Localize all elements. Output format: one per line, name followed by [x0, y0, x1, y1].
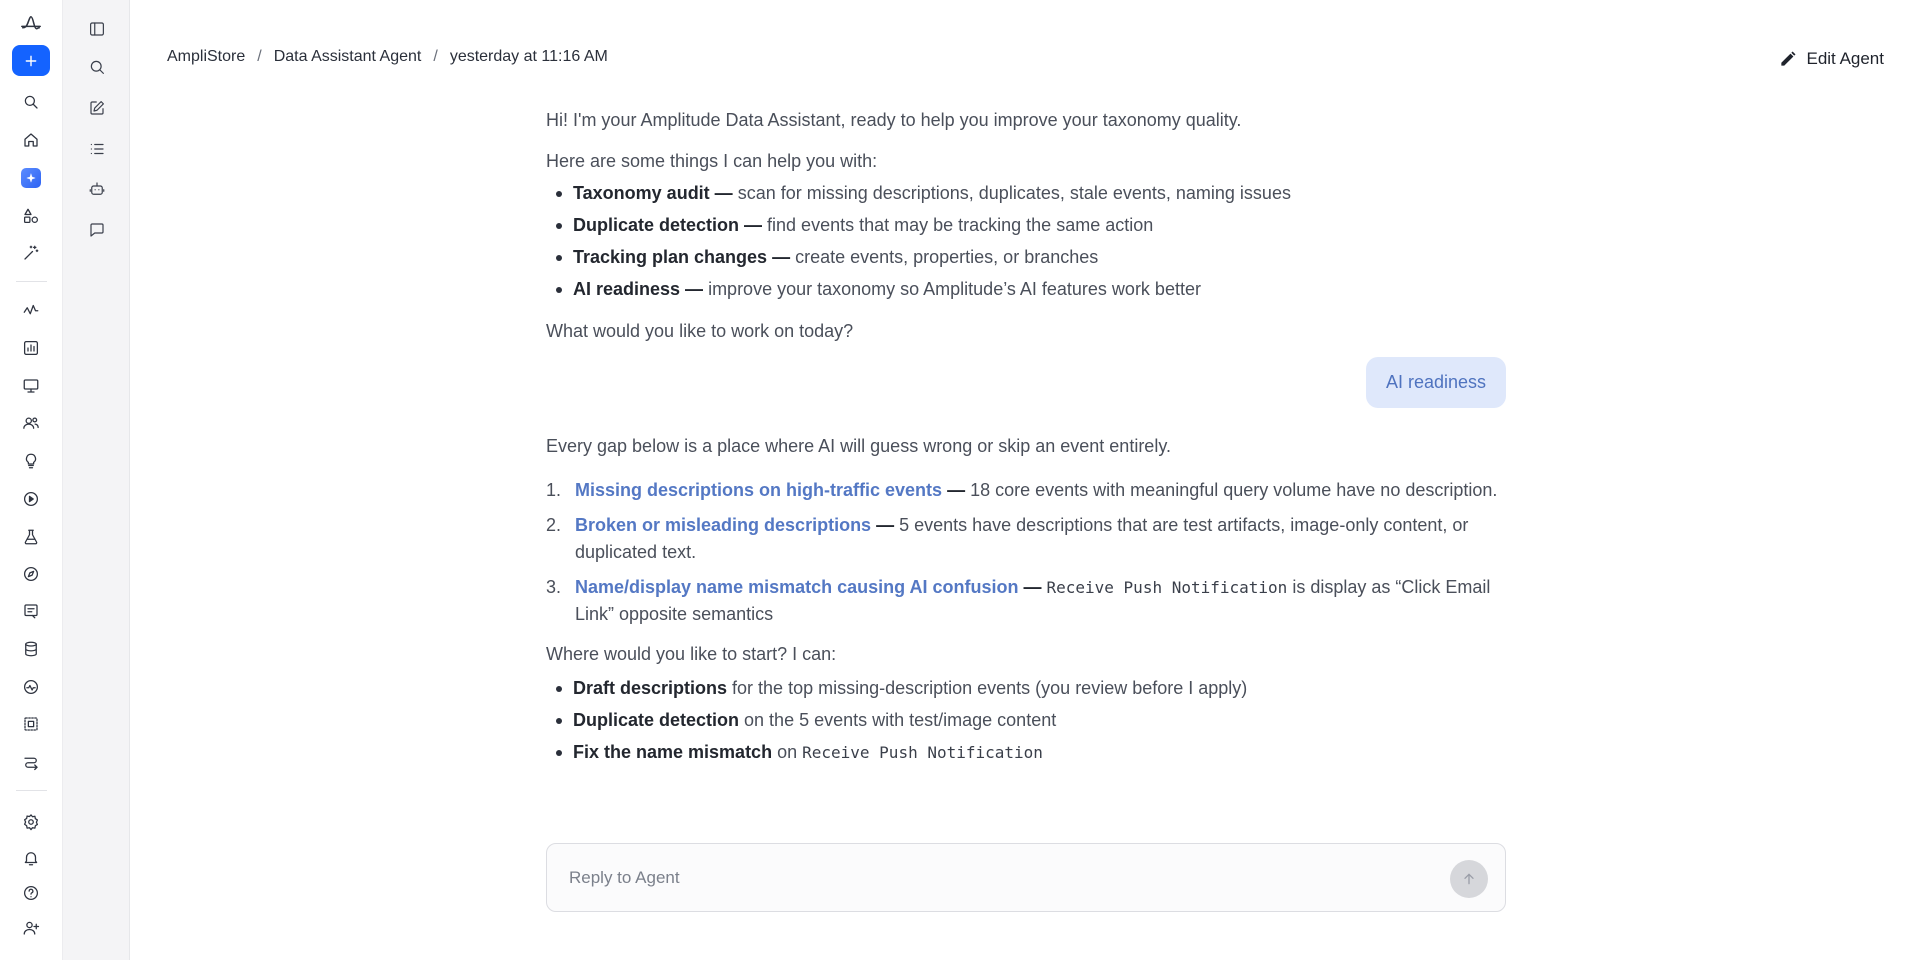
users-icon[interactable] — [15, 407, 47, 439]
list-item: 2. Broken or misleading descriptions — 5 events have descriptions that are test artifacts, image-only content, or duplicated text. — [546, 515, 1469, 562]
edit-agent-label: Edit Agent — [1806, 49, 1884, 68]
flow-icon[interactable] — [15, 746, 47, 778]
capabilities-list — [546, 181, 1506, 309]
home-icon[interactable] — [15, 124, 47, 156]
shapes-icon[interactable] — [15, 200, 47, 232]
arrow-up-icon — [1461, 871, 1477, 887]
list-item: Duplicate detection — find events that may be tracking the same action — [546, 213, 1506, 245]
agent-greeting: Hi! I'm your Amplitude Data Assistant, ready to help you improve your taxonomy quality. — [546, 110, 1242, 130]
analytics-icon[interactable] — [15, 294, 47, 326]
breadcrumb — [167, 48, 608, 66]
form-icon[interactable] — [15, 595, 47, 627]
edit-icon[interactable] — [81, 92, 113, 124]
add-user-icon[interactable] — [15, 912, 47, 944]
bell-icon[interactable] — [15, 842, 47, 874]
sidebar-toggle-icon[interactable] — [81, 13, 113, 45]
breadcrumb-separator: / — [433, 48, 438, 65]
gap-intro: Every gap below is a place where AI will guess wrong or skip an event entirely. — [546, 436, 1171, 456]
gear-icon[interactable] — [15, 806, 47, 838]
compass-icon[interactable] — [15, 558, 47, 590]
list-item: 3. Name/display name mismatch causing AI confusion — Receive Push Notification is display as “Click Email Link” opposite semantics — [546, 577, 1491, 624]
frame-icon[interactable] — [15, 708, 47, 740]
event-name-code: Receive Push Notification — [1046, 578, 1288, 597]
breadcrumb-timestamp: yesterday at 11:16 AM — [449, 48, 608, 65]
list-item: Draft descriptions for the top missing-description events (you review before I apply) — [546, 676, 1506, 708]
chart-icon[interactable] — [15, 332, 47, 364]
new-plus-button[interactable] — [12, 45, 50, 76]
list-item: Duplicate detection on the 5 events with test/image content — [546, 708, 1506, 740]
reply-composer — [546, 843, 1506, 912]
breadcrumb-workspace[interactable]: AmpliStore — [167, 48, 246, 65]
message-icon[interactable] — [81, 214, 113, 246]
user-message-row — [546, 357, 1506, 408]
reply-input[interactable] — [569, 866, 1389, 890]
agent-things-heading: Here are some things I can help you with: — [546, 151, 878, 171]
list-item: 1. Missing descriptions on high-traffic events — 18 core events with meaningful query volume have no description. — [546, 480, 1498, 500]
play-icon[interactable] — [15, 483, 47, 515]
breadcrumb-separator: / — [257, 48, 262, 65]
monitor-icon[interactable] — [15, 370, 47, 402]
bot-icon[interactable] — [81, 173, 113, 205]
activity-icon[interactable] — [15, 671, 47, 703]
gaps-list — [546, 477, 1506, 628]
edit-agent-button[interactable] — [1778, 49, 1884, 69]
user-message-bubble: AI readiness — [1366, 357, 1506, 408]
gap-link[interactable]: Missing descriptions on high-traffic events — [575, 480, 943, 500]
flask-icon[interactable] — [15, 521, 47, 553]
pencil-icon — [1778, 49, 1798, 69]
list-item: Fix the name mismatch on Receive Push Notification — [546, 740, 1506, 772]
start-question: Where would you like to start? I can: — [546, 644, 837, 664]
chat-transcript — [546, 108, 1506, 782]
list-item: Tracking plan changes — create events, properties, or branches — [546, 245, 1506, 277]
gap-link[interactable]: Name/display name mismatch causing AI confusion — [575, 577, 1019, 597]
options-list — [546, 676, 1506, 772]
send-button[interactable] — [1450, 860, 1488, 898]
breadcrumb-agent[interactable]: Data Assistant Agent — [273, 48, 422, 65]
agent-question: What would you like to work on today? — [546, 321, 854, 341]
gap-link[interactable]: Broken or misleading descriptions — [575, 515, 872, 535]
list-item: AI readiness — improve your taxonomy so Amplitude’s AI features work better — [546, 277, 1506, 309]
search-icon[interactable] — [15, 86, 47, 118]
magic-wand-icon[interactable] — [15, 237, 47, 269]
help-icon[interactable] — [15, 877, 47, 909]
list-icon[interactable] — [81, 133, 113, 165]
main-nav-rail — [0, 0, 63, 960]
database-icon[interactable] — [15, 633, 47, 665]
agent-subnav — [63, 0, 130, 960]
amplitude-logo-icon[interactable] — [15, 9, 47, 41]
list-item: Taxonomy audit — scan for missing descriptions, duplicates, stale events, naming issues — [546, 181, 1506, 213]
lightbulb-icon[interactable] — [15, 445, 47, 477]
ai-sparkle-icon[interactable] — [21, 168, 41, 188]
event-name-code: Receive Push Notification — [802, 743, 1043, 762]
search-icon[interactable] — [81, 51, 113, 83]
